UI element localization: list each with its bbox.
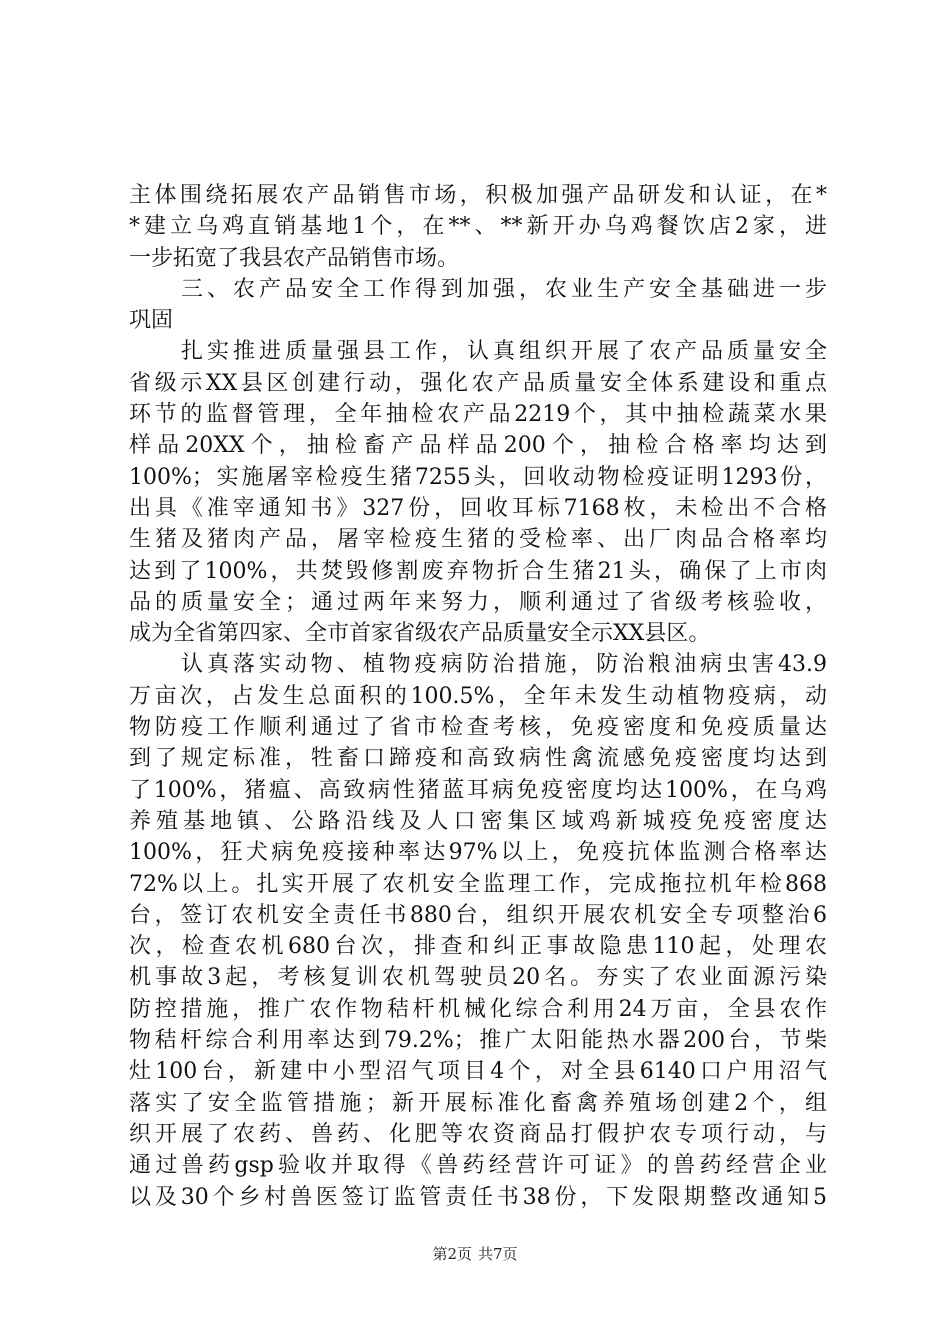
text-line: 出具《准宰通知书》327份，回收耳标7168枚，未检出不合格	[129, 495, 827, 521]
text-line: 防控措施，推广农作物秸杆机械化综合利用24万亩，全县农作	[129, 996, 827, 1022]
text-line: 样品20XX个，抽检畜产品样品200个，抽检合格率均达到	[129, 433, 827, 459]
document-body	[129, 180, 827, 1213]
text-line: 物秸杆综合利用率达到79.2%；推广太阳能热水器200台，节柴	[129, 1028, 827, 1054]
text-line: 次，检查农机680台次，排查和纠正事故隐患110起，处理农	[129, 934, 827, 960]
text-line: 成为全省第四家、全市首家省级农产品质量安全示XX县区。	[129, 621, 711, 647]
text-line: 到了规定标准，牲畜口蹄疫和高致病性禽流感免疫密度均达到	[129, 746, 827, 772]
text-line: 环节的监督管理，全年抽检农产品2219个，其中抽检蔬菜水果	[129, 402, 827, 428]
text-line: 生猪及猪肉产品，屠宰检疫生猪的受检率、出厂肉品合格率均	[129, 527, 827, 553]
text-line: *建立乌鸡直销基地1个，在**、**新开办乌鸡餐饮店2家，进	[129, 214, 827, 240]
text-line: 机事故3起，考核复训农机驾驶员20名。夯实了农业面源污染	[129, 965, 827, 991]
text-line: 落实了安全监管措施；新开展标准化畜禽养殖场创建2个，组	[129, 1090, 827, 1116]
page-total: 共7页	[478, 1245, 518, 1263]
text-line: 主体围绕拓展农产品销售市场，积极加强产品研发和认证，在*	[129, 183, 827, 208]
text-line: 养殖基地镇、公路沿线及人口密集区域鸡新城疫免疫密度达	[129, 808, 827, 834]
text-line: 品的质量安全；通过两年来努力，顺利通过了省级考核验收，	[129, 589, 827, 615]
section-heading-line: 巩固	[129, 308, 174, 334]
text-line: 了100%，猪瘟、高致病性猪蓝耳病免疫密度均达100%，在乌鸡	[129, 777, 827, 803]
text-line: 认真落实动物、植物疫病防治措施，防治粮油病虫害43.9	[181, 652, 827, 678]
text-line: 织开展了农药、兽药、化肥等农资商品打假护农专项行动，与	[129, 1121, 827, 1147]
text-line: 通过兽药gsp验收并取得《兽药经营许可证》的兽药经营企业	[129, 1153, 827, 1179]
text-line: 灶100台，新建中小型沼气项目4个，对全县6140口户用沼气	[129, 1059, 827, 1085]
text-line: 100%；实施屠宰检疫生猪7255头，回收动物检疫证明1293份，	[129, 464, 827, 490]
text-line: 省级示XX县区创建行动，强化农产品质量安全体系建设和重点	[129, 370, 827, 396]
text-line: 72%以上。扎实开展了农机安全监理工作，完成拖拉机年检868	[129, 871, 827, 897]
text-line: 达到了100%，共焚毁修割废弃物折合生猪21头，确保了上市肉	[129, 558, 827, 584]
page-number: 第2页	[432, 1245, 472, 1263]
text-line: 以及30个乡村兽医签订监管责任书38份，下发限期整改通知5	[129, 1184, 827, 1210]
text-line: 台，签订农机安全责任书880台，组织开展农机安全专项整治6	[129, 902, 827, 928]
text-line: 100%，狂犬病免疫接种率达97%以上，免疫抗体监测合格率达	[129, 840, 827, 866]
section-heading-line: 三、农产品安全工作得到加强，农业生产安全基础进一步	[181, 276, 827, 302]
text-line: 物防疫工作顺利通过了省市检查考核，免疫密度和免疫质量达	[129, 715, 827, 741]
text-line: 万亩次，占发生总面积的100.5%，全年未发生动植物疫病，动	[129, 683, 827, 709]
page-footer	[0, 1244, 950, 1264]
text-line: 扎实推进质量强县工作，认真组织开展了农产品质量安全	[181, 339, 827, 365]
text-line: 一步拓宽了我县农产品销售市场。	[129, 245, 460, 271]
